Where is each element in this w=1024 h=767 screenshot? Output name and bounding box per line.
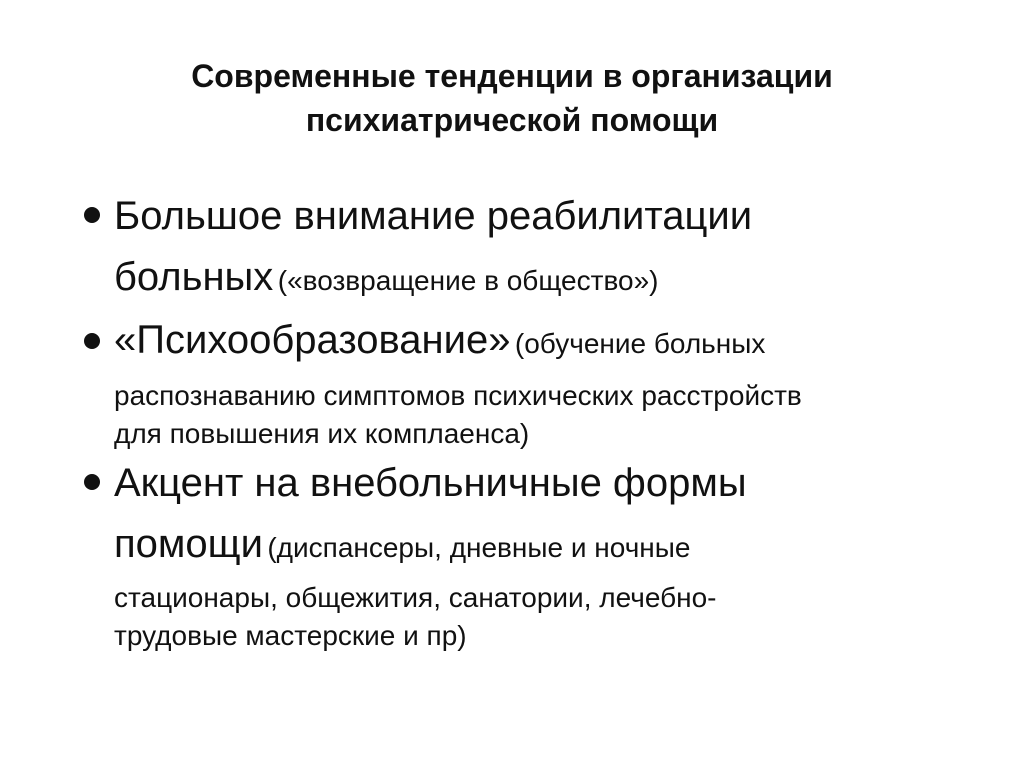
bullet-dot-icon [84,474,100,490]
bullet-note-text-line-1: (обучение больных [514,328,766,359]
bullet-item-rehabilitation [80,190,980,312]
bullet-dot-icon [84,207,100,223]
bullet-item-outpatient-care [80,457,980,655]
bullet-item-psychoeducation [80,312,980,453]
bullet-note-text-line-3: для повышения их комплаенса) [114,418,530,449]
slide-title-line-1: Современные тенденции в организации [191,58,833,94]
bullet-main-text-line-1: Акцент на внебольничные формы [114,461,747,505]
bullet-main-text-line-2: помощи [114,522,263,566]
bullet-main-text-line-2: больных [114,255,274,299]
bullet-main-text: «Психообразование» [114,318,511,362]
bullet-note-text: («возвращение в общество») [277,265,659,296]
bullet-dot-icon [84,333,100,349]
bullet-main-text-line-1: Большое внимание реабилитации [114,194,753,238]
bullet-list [80,190,980,655]
slide-title-line-2: психиатрической помощи [305,102,719,138]
bullet-note-text-line-1: (диспансеры, дневные и ночные [267,532,691,563]
bullet-note-text-line-2: распознаванию симптомов психических расстройств [114,380,802,411]
bullet-note-text-line-2: стационары, общежития, санатории, лечебно- [114,582,717,613]
bullet-note-text-line-3: трудовые мастерские и пр) [114,620,467,651]
slide-title [60,54,964,142]
